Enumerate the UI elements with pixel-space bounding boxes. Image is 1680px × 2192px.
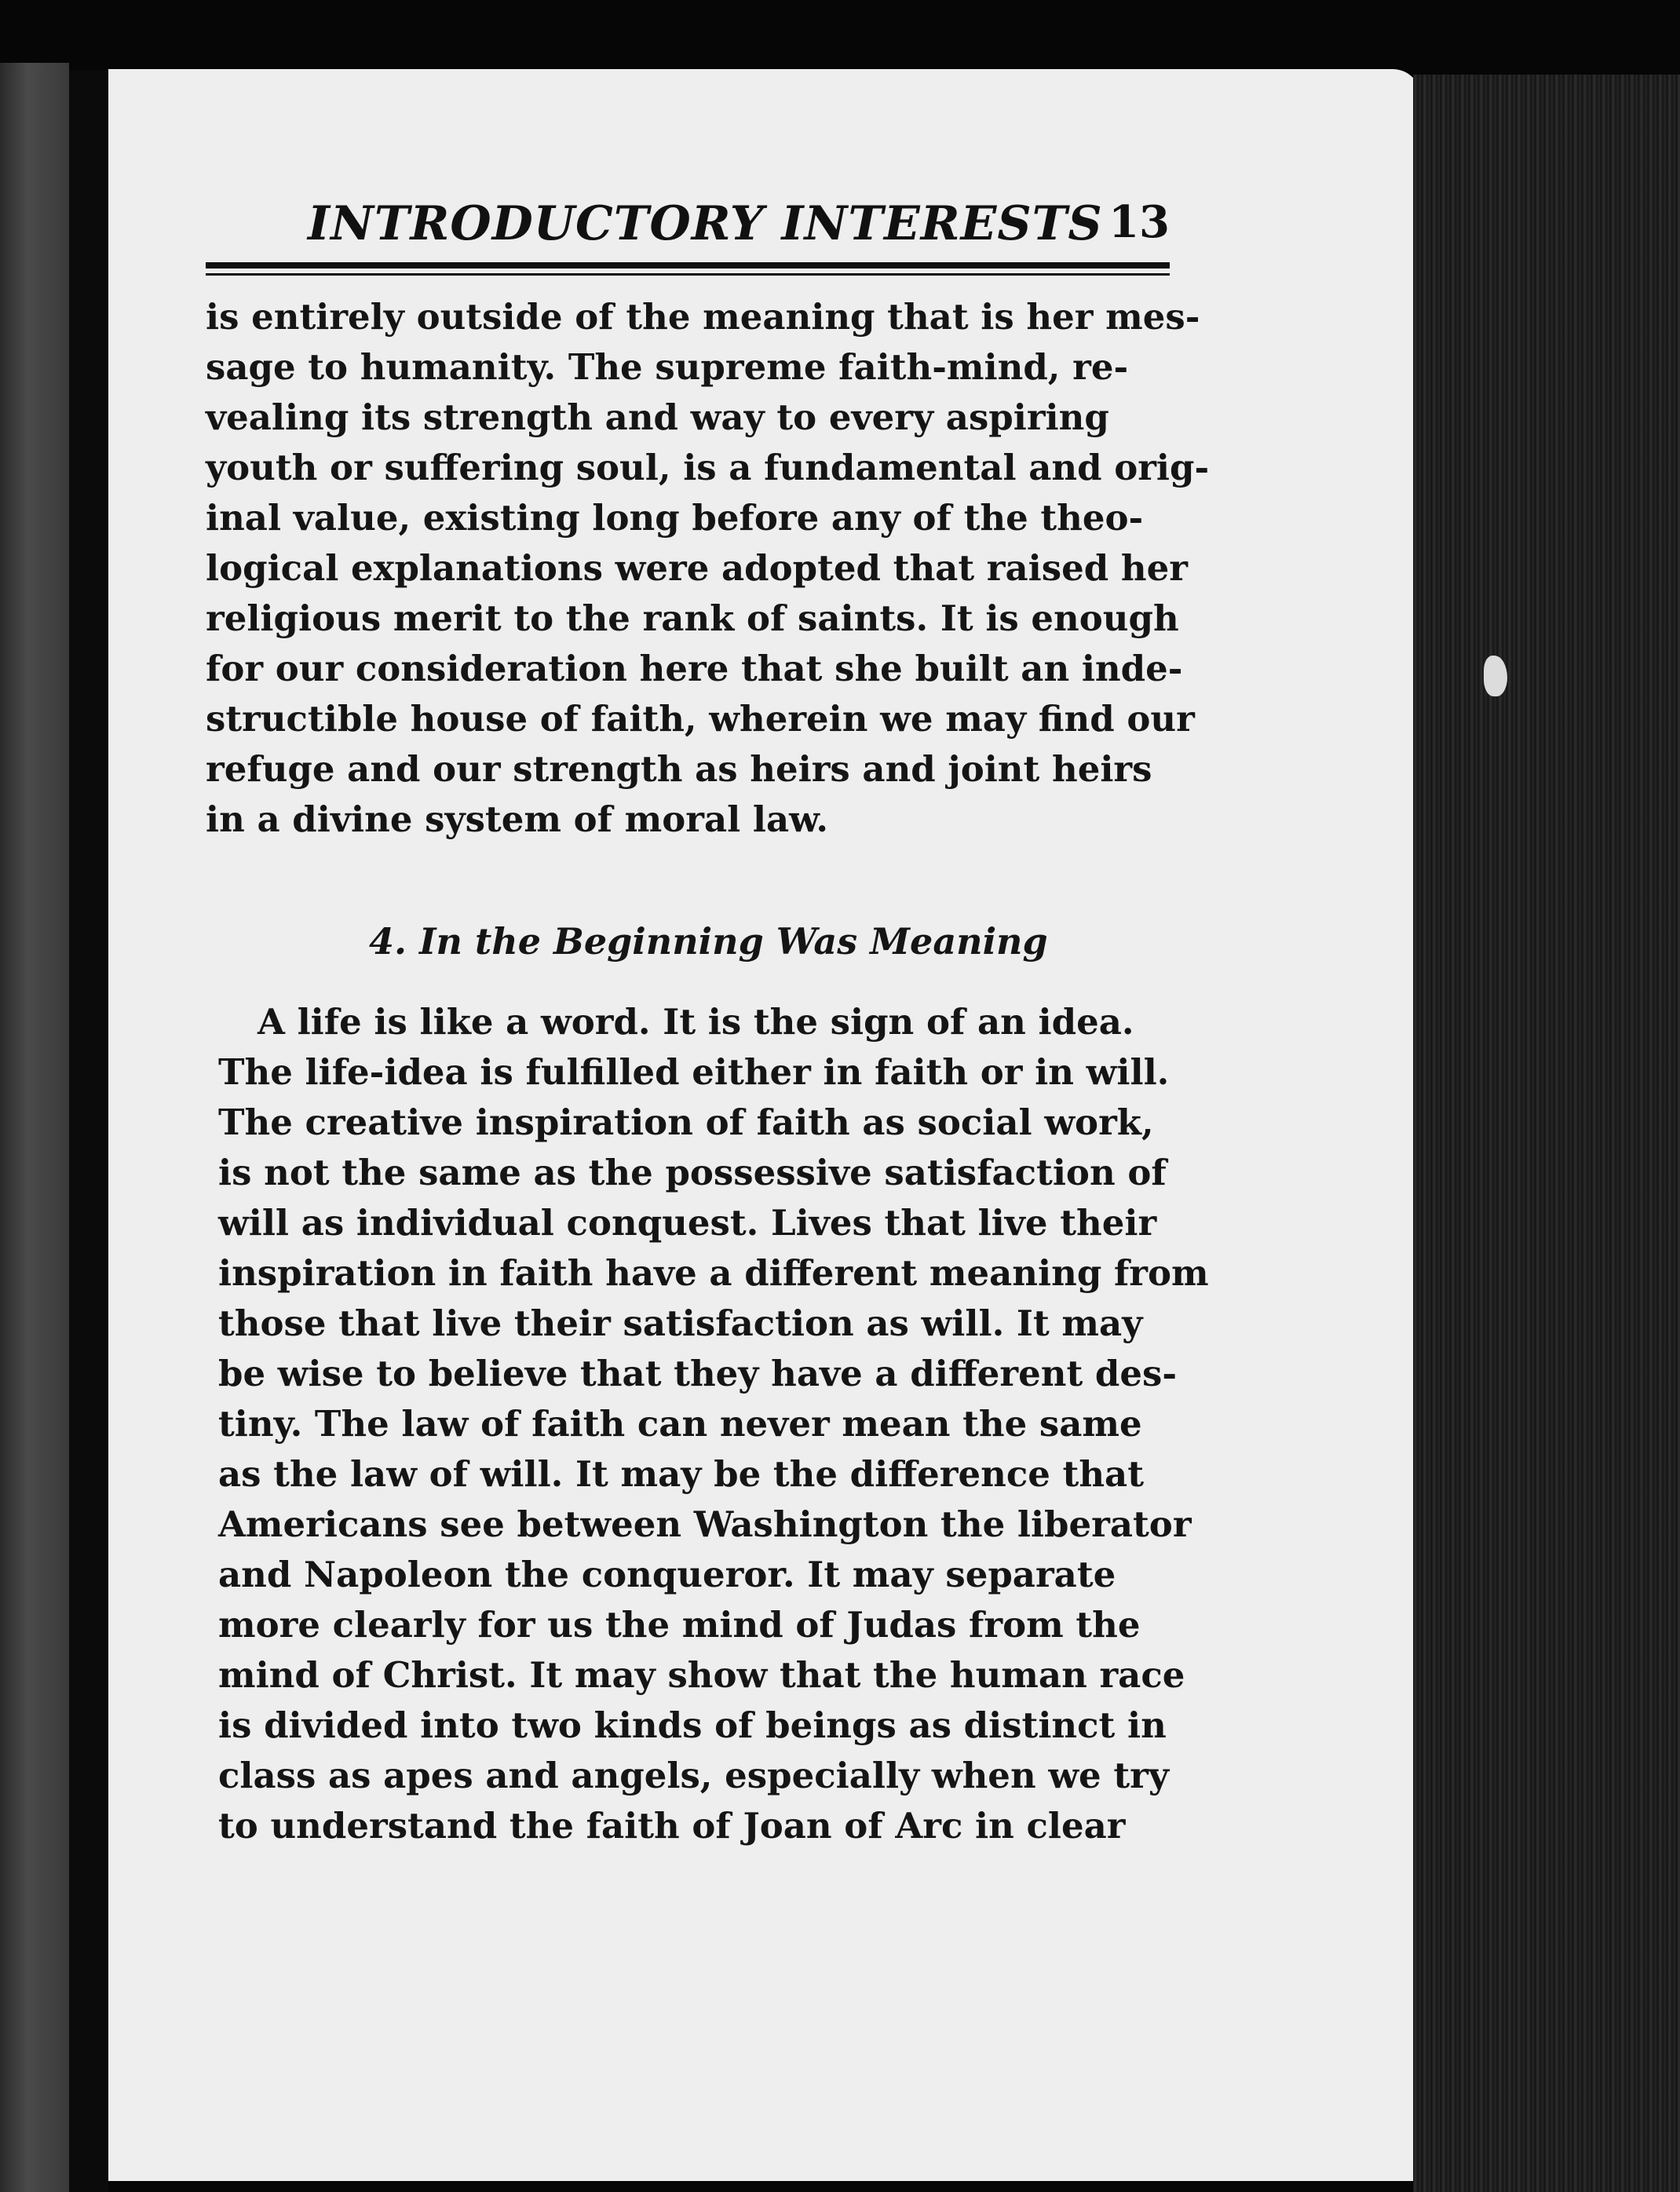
text-line: and Napoleon the conqueror. It may separate	[218, 1554, 1116, 1595]
text-line: The life-idea is fulfilled either in faith or in will.	[218, 1051, 1170, 1093]
paragraph-continued	[206, 292, 1209, 845]
header-rule-thin	[206, 273, 1170, 276]
previous-page-edge	[0, 63, 69, 2192]
text-line: structible house of faith, wherein we may find our	[206, 698, 1195, 740]
book-gutter	[69, 71, 108, 2192]
running-title: INTRODUCTORY INTERESTS	[308, 196, 1103, 251]
text-line: Americans see between Washington the liberator	[218, 1503, 1192, 1545]
text-line: as the law of will. It may be the difference that	[218, 1453, 1144, 1495]
running-header	[206, 195, 1170, 256]
paragraph	[218, 997, 1209, 1851]
text-line: The creative inspiration of faith as social work,	[218, 1101, 1154, 1143]
page-number: 13	[1108, 196, 1170, 248]
text-line: in a divine system of moral law.	[206, 798, 829, 840]
text-line: A life is like a word. It is the sign of an idea.	[257, 1001, 1134, 1043]
text-line: be wise to believe that they have a different des-	[218, 1353, 1177, 1394]
text-line: tiny. The law of faith can never mean the same	[218, 1403, 1142, 1445]
text-line: class as apes and angels, especially when we try	[218, 1755, 1170, 1796]
text-line: those that live their satisfaction as will. It may	[218, 1302, 1143, 1344]
text-line: to understand the faith of Joan of Arc in clear	[218, 1805, 1126, 1847]
text-line: inal value, existing long before any of the theo-	[206, 497, 1144, 539]
text-line: more clearly for us the mind of Judas from the	[218, 1604, 1141, 1646]
section-heading: 4. In the Beginning Was Meaning	[369, 920, 1048, 963]
text-line: inspiration in faith have a different meaning from	[218, 1252, 1209, 1294]
text-line: vealing its strength and way to every aspiring	[206, 396, 1109, 438]
book-page-edges	[1413, 75, 1680, 2192]
text-line: mind of Christ. It may show that the human race	[218, 1654, 1185, 1696]
header-rule-thick	[206, 262, 1170, 269]
text-line: logical explanations were adopted that raised her	[206, 547, 1188, 589]
text-line: youth or suffering soul, is a fundamental and orig-	[206, 447, 1210, 488]
text-line: is not the same as the possessive satisfaction of	[218, 1152, 1167, 1193]
text-line: is divided into two kinds of beings as distinct in	[218, 1704, 1167, 1746]
text-line: will as individual conquest. Lives that live their	[218, 1202, 1157, 1244]
text-line: for our consideration here that she built an inde-	[206, 648, 1183, 689]
text-line: sage to humanity. The supreme faith-mind, re-	[206, 346, 1129, 388]
text-line: religious merit to the rank of saints. It is enough	[206, 597, 1179, 639]
text-line: refuge and our strength as heirs and joint heirs	[206, 748, 1152, 790]
text-line: is entirely outside of the meaning that is her mes-	[206, 296, 1200, 338]
